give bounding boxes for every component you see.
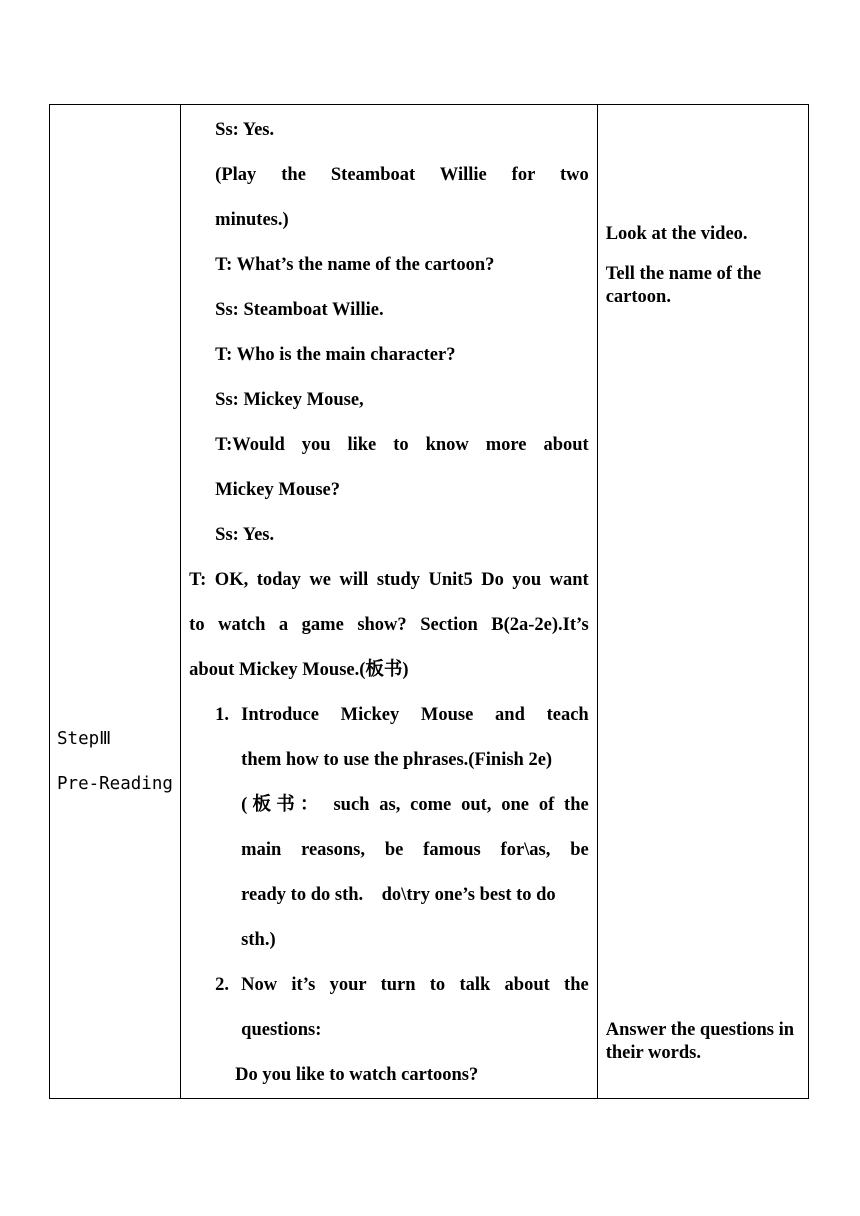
- procedure-line: T: Who is the main character?: [215, 345, 456, 365]
- list-item-text: Introduce Mickey Mouse and teach: [241, 705, 589, 725]
- procedure-line: minutes.): [215, 210, 289, 230]
- procedure-line: T: OK, today we will study Unit5 Do you want: [189, 570, 589, 590]
- procedure-line: Ss: Yes.: [215, 120, 275, 140]
- list-item-text: questions:: [241, 1020, 322, 1040]
- procedure-line: Mickey Mouse?: [215, 480, 341, 500]
- list-number: 1.: [215, 705, 230, 725]
- activity-text: Answer the questions in their words.: [605, 1020, 795, 1063]
- table-row: [50, 105, 809, 1099]
- procedure-line: Ss: Steamboat Willie.: [215, 300, 384, 320]
- procedure-line: T: What’s the name of the cartoon?: [215, 255, 495, 275]
- list-item-text: ready to do sth. do\try one’s best to do: [241, 885, 556, 905]
- procedure-line: about Mickey Mouse.(板书): [189, 660, 409, 680]
- step-label: StepⅢ: [57, 729, 112, 749]
- lesson-table: [49, 104, 809, 1099]
- list-item-text: (板书： such as, come out, one of the: [241, 795, 589, 815]
- activity-text: Tell the name of the cartoon.: [605, 264, 762, 307]
- procedure-line: T:Would you like to know more about: [215, 435, 589, 455]
- activity-text: Look at the video.: [605, 224, 748, 244]
- list-item-text: sth.): [241, 930, 276, 950]
- list-number: 2.: [215, 975, 230, 995]
- step-name: Pre-Reading: [57, 774, 173, 794]
- activity-cell: [597, 105, 808, 1099]
- procedure-line: to watch a game show? Section B(2a-2e).It’s: [189, 615, 589, 635]
- list-item: [189, 963, 589, 1008]
- step-cell: [50, 105, 181, 1099]
- list-item-text: them how to use the phrases.(Finish 2e): [241, 750, 553, 770]
- question-line: Do you like to watch cartoons?: [235, 1065, 479, 1085]
- list-item-text: Now it’s your turn to talk about the: [241, 975, 589, 995]
- procedure-line: Ss: Mickey Mouse,: [215, 390, 364, 410]
- list-item-text: main reasons, be famous for\as, be: [241, 840, 589, 860]
- procedure-line: Ss: Yes.: [215, 525, 275, 545]
- procedure-line: (Play the Steamboat Willie for two: [215, 165, 589, 185]
- list-item: [189, 693, 589, 738]
- procedure-cell: [181, 105, 598, 1099]
